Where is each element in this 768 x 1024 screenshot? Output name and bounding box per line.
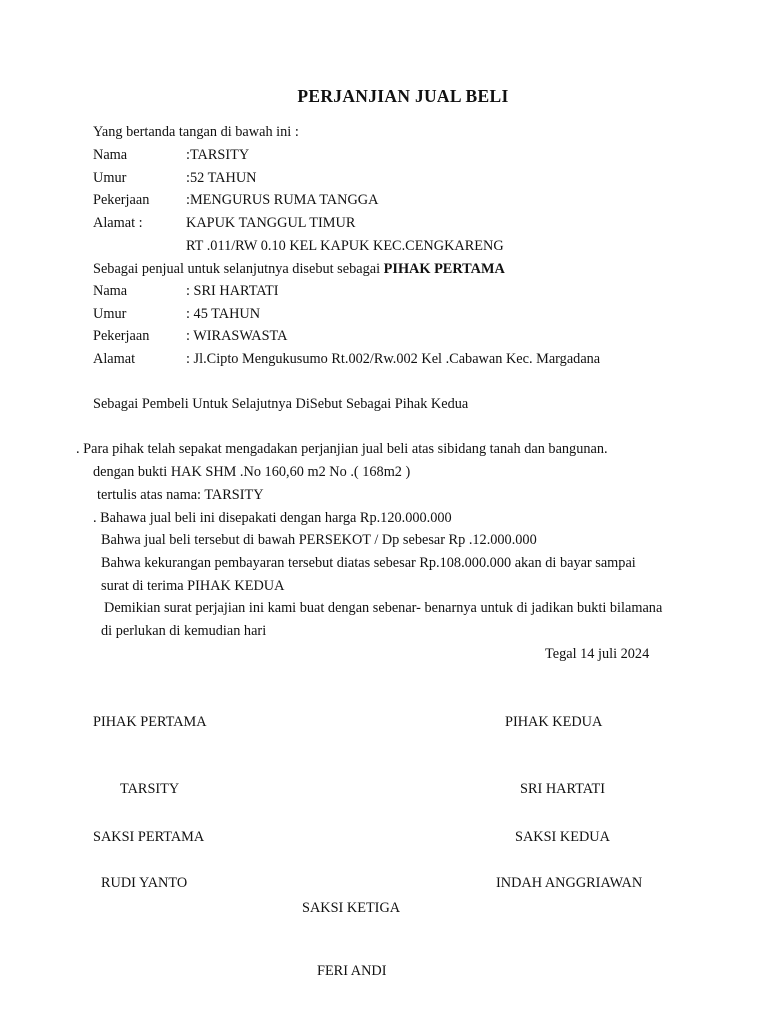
first-party-designation [93,260,505,278]
second-party-name-value: : SRI HARTATI [186,283,279,299]
witness2-name: INDAH ANGGRIAWAN [496,875,643,891]
first-party-job-label: Pekerjaan [93,192,150,208]
party2-signature-label: PIHAK KEDUA [505,714,603,730]
first-party-address-label: Alamat : [93,215,143,231]
first-party-age-label: Umur [93,170,127,186]
body-line-3: tertulis atas nama: TARSITY [97,487,264,503]
body-line-9: di perlukan di kemudian hari [101,623,267,639]
first-party-designation-text: Sebagai penjual untuk selanjutnya disebut sebagai [93,261,384,277]
witness1-name: RUDI YANTO [101,875,188,891]
body-line-6: Bahwa kekurangan pembayaran tersebut diatas sebesar Rp.108.000.000 akan di bayar sampai [101,555,636,571]
first-party-designation-bold: PIHAK PERTAMA [383,261,505,277]
place-date: Tegal 14 juli 2024 [545,646,650,662]
witness3-name: FERI ANDI [317,963,387,979]
second-party-address-label: Alamat [93,351,136,367]
second-party-job-value: : WIRASWASTA [186,328,288,344]
first-party-name-value: :TARSITY [186,147,250,163]
second-party-name-label: Nama [93,283,128,299]
witness1-label: SAKSI PERTAMA [93,829,205,845]
intro-text: Yang bertanda tangan di bawah ini : [93,124,299,140]
second-party-age-label: Umur [93,306,127,322]
party1-signature-name: TARSITY [120,781,180,797]
party1-signature-label: PIHAK PERTAMA [93,714,207,730]
document-title: PERJANJIAN JUAL BELI [297,86,509,106]
first-party-address-line1: KAPUK TANGGUL TIMUR [186,215,356,231]
first-party-address-line2: RT .011/RW 0.10 KEL KAPUK KEC.CENGKARENG [186,238,504,254]
witness2-label: SAKSI KEDUA [515,829,610,845]
second-party-age-value: : 45 TAHUN [186,306,261,322]
body-line-2: dengan bukti HAK SHM .No 160,60 m2 No .( 168m2 ) [93,464,411,480]
second-party-address-value: : Jl.Cipto Mengukusumo Rt.002/Rw.002 Kel .Cabawan Kec. Margadana [186,351,601,367]
second-party-job-label: Pekerjaan [93,328,150,344]
first-party-age-value: :52 TAHUN [186,170,257,186]
body-line-7: surat di terima PIHAK KEDUA [101,578,285,594]
body-line-4: . Bahawa jual beli ini disepakati dengan harga Rp.120.000.000 [93,510,452,526]
witness3-label: SAKSI KETIGA [302,900,401,916]
body-line-8: Demikian surat perjajian ini kami buat dengan sebenar- benarnya untuk di jadikan bukti bilamana [104,600,663,616]
party2-signature-name: SRI HARTATI [520,781,605,797]
body-line-5: Bahwa jual beli tersebut di bawah PERSEKOT / Dp sebesar Rp .12.000.000 [101,532,537,548]
first-party-name-label: Nama [93,147,128,163]
first-party-job-value: :MENGURUS RUMA TANGGA [186,192,379,208]
body-line-1: . Para pihak telah sepakat mengadakan perjanjian jual beli atas sibidang tanah dan bangunan. [76,441,608,457]
second-party-designation: Sebagai Pembeli Untuk Selajutnya DiSebut Sebagai Pihak Kedua [93,396,469,412]
